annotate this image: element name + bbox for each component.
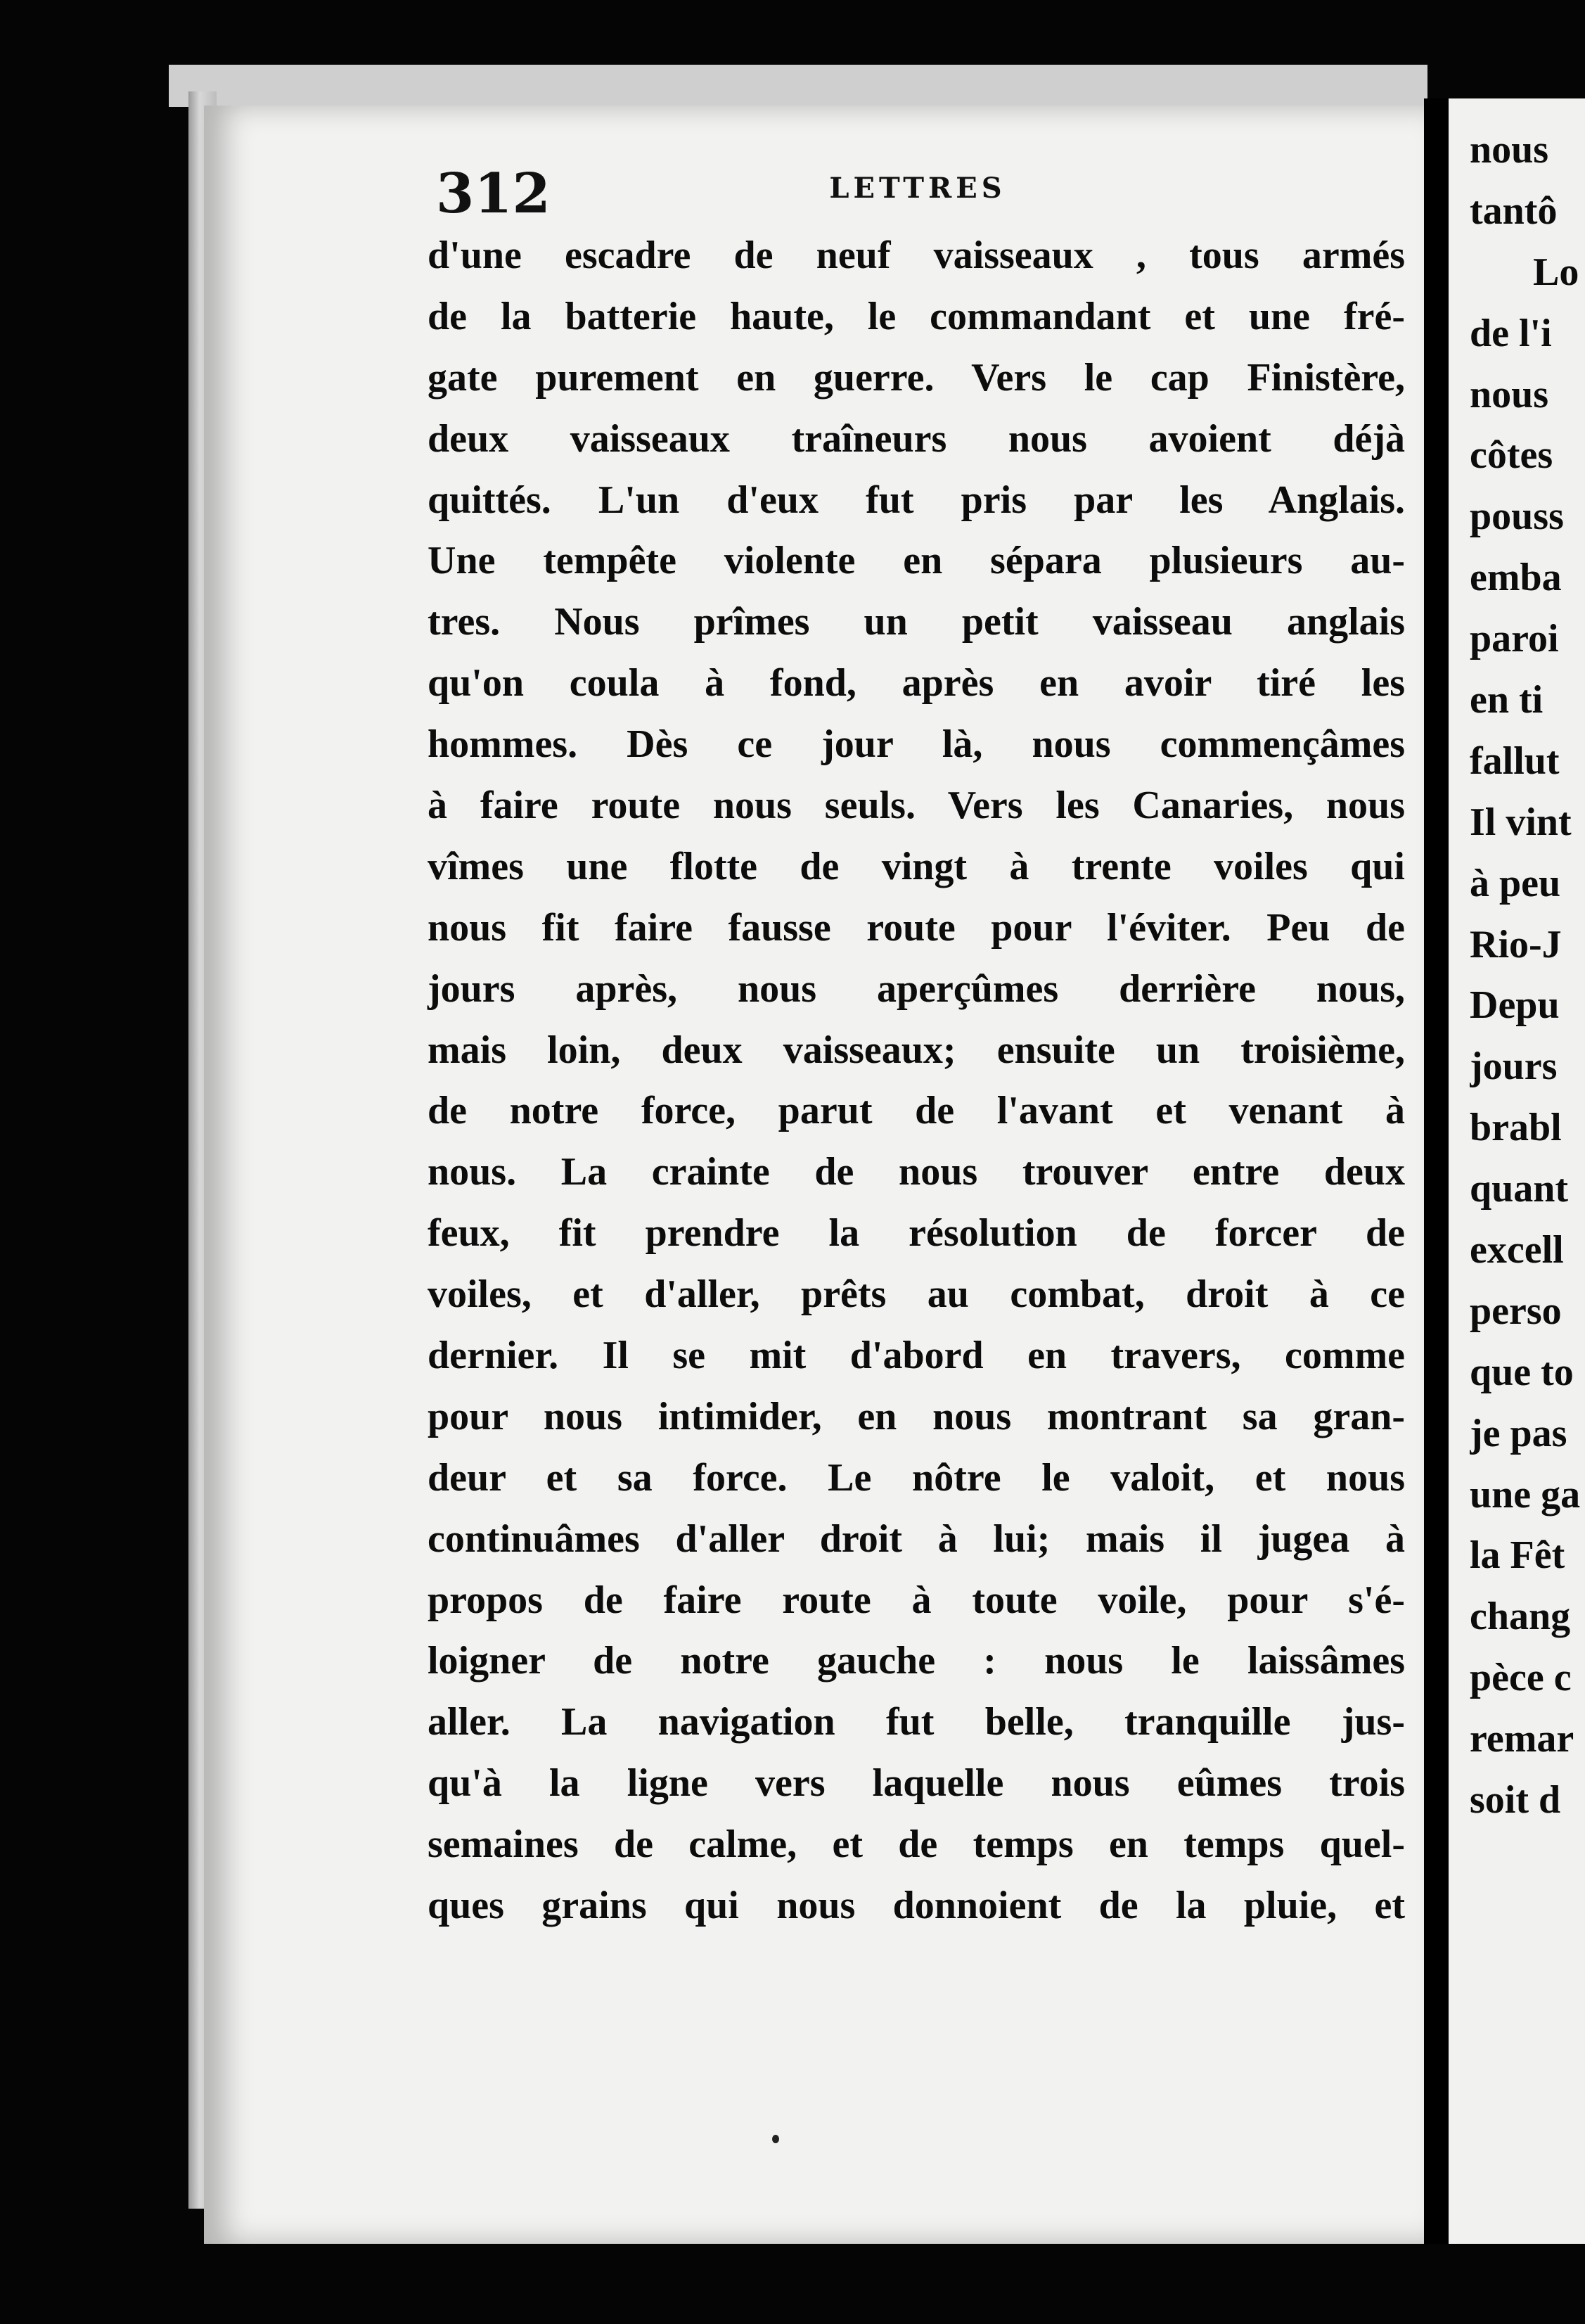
body-text (428, 225, 1405, 1936)
text-line: voiles, et d'aller, prêts au combat, droit à ce (428, 1272, 1405, 1317)
text-line: de la batterie haute, le commandant et une fré- (428, 294, 1405, 338)
text-line: quittés. L'un d'eux fut pris par les Anglais. (428, 478, 1405, 522)
next-page-line: nous (1470, 128, 1549, 172)
next-page-line: brabl (1470, 1106, 1562, 1150)
next-page-line: pèce c (1470, 1656, 1572, 1700)
next-page-line: excell (1470, 1228, 1564, 1272)
text-line: loigner de notre gauche : nous le laissâmes (428, 1639, 1405, 1683)
next-page-line: une ga (1470, 1472, 1581, 1517)
text-line: jours après, nous aperçûmes derrière nous, (428, 966, 1405, 1011)
text-line: deur et sa force. Le nôtre le valoit, et nous (428, 1455, 1405, 1500)
next-page-line: perso (1470, 1289, 1562, 1333)
text-line: pour nous intimider, en nous montrant sa gran- (428, 1394, 1405, 1438)
text-line: mais loin, deux vaisseaux; ensuite un troisième, (428, 1028, 1405, 1072)
text-line: à faire route nous seuls. Vers les Canaries, nous (428, 784, 1405, 828)
next-page-line: la Fêt (1470, 1533, 1565, 1578)
text-line: nous fit faire fausse route pour l'éviter. Peu de (428, 905, 1405, 950)
text-line: qu'à la ligne vers laquelle nous eûmes trois (428, 1761, 1405, 1806)
next-page-line: Il vint (1470, 800, 1572, 844)
text-line: Une tempête violente en sépara plusieurs au- (428, 539, 1405, 583)
next-page-line: remar (1470, 1717, 1574, 1761)
page-gutter (1424, 98, 1449, 2244)
text-line: dernier. Il se mit d'abord en travers, comme (428, 1334, 1405, 1378)
ink-speck (772, 2135, 779, 2143)
next-page-line: paroi (1470, 617, 1559, 661)
text-line: ques grains qui nous donnoient de la pluie, et (428, 1884, 1405, 1928)
text-line: vîmes une flotte de vingt à trente voiles qui (428, 844, 1405, 888)
text-line: feux, fit prendre la résolution de forcer de (428, 1211, 1405, 1256)
text-line: continuâmes d'aller droit à lui; mais il jugea à (428, 1517, 1405, 1561)
next-page-line: emba (1470, 556, 1562, 600)
next-page-line: soit d (1470, 1778, 1561, 1822)
next-page-line: Rio-J (1470, 922, 1562, 966)
next-page-line: chang (1470, 1595, 1571, 1639)
film-edge (169, 65, 1427, 107)
next-page-text (1470, 120, 1585, 1831)
next-page-line: en ti (1470, 678, 1544, 722)
next-page-line: je pas (1470, 1411, 1567, 1455)
text-line: hommes. Dès ce jour là, nous commençâmes (428, 722, 1405, 767)
next-page-line: nous (1470, 372, 1549, 416)
running-head: LETTRES (829, 172, 1006, 205)
book-page (204, 106, 1424, 2244)
next-page-line: que to (1470, 1350, 1574, 1394)
text-line: semaines de calme, et de temps en temps quel- (428, 1822, 1405, 1867)
next-page-line: quant (1470, 1167, 1569, 1211)
text-line: nous. La crainte de nous trouver entre deux (428, 1150, 1405, 1194)
text-line: deux vaisseaux traîneurs nous avoient déjà (428, 416, 1405, 461)
next-page-line: côtes (1470, 433, 1553, 478)
next-page-line: de l'i (1470, 311, 1552, 355)
next-page-line: fallut (1470, 739, 1560, 783)
text-line: aller. La navigation fut belle, tranquille jus- (428, 1700, 1405, 1744)
next-page-line: Depu (1470, 983, 1560, 1028)
text-line: qu'on coula à fond, après en avoir tiré les (428, 661, 1405, 706)
text-line: d'une escadre de neuf vaisseaux , tous armés (428, 234, 1405, 277)
next-page-line: pouss (1470, 494, 1564, 539)
page-number: 312 (436, 162, 551, 226)
next-page-line: jours (1470, 1045, 1558, 1089)
text-line: de notre force, parut de l'avant et venant à (428, 1089, 1405, 1133)
next-page-line: tantô (1470, 189, 1558, 233)
next-page-line: Lo (1533, 250, 1579, 294)
text-line: tres. Nous prîmes un petit vaisseau anglais (428, 600, 1405, 644)
next-page-line: à peu (1470, 861, 1561, 905)
text-line: gate purement en guerre. Vers le cap Finistère, (428, 355, 1405, 400)
text-line: propos de faire route à toute voile, pour s'é- (428, 1578, 1405, 1622)
